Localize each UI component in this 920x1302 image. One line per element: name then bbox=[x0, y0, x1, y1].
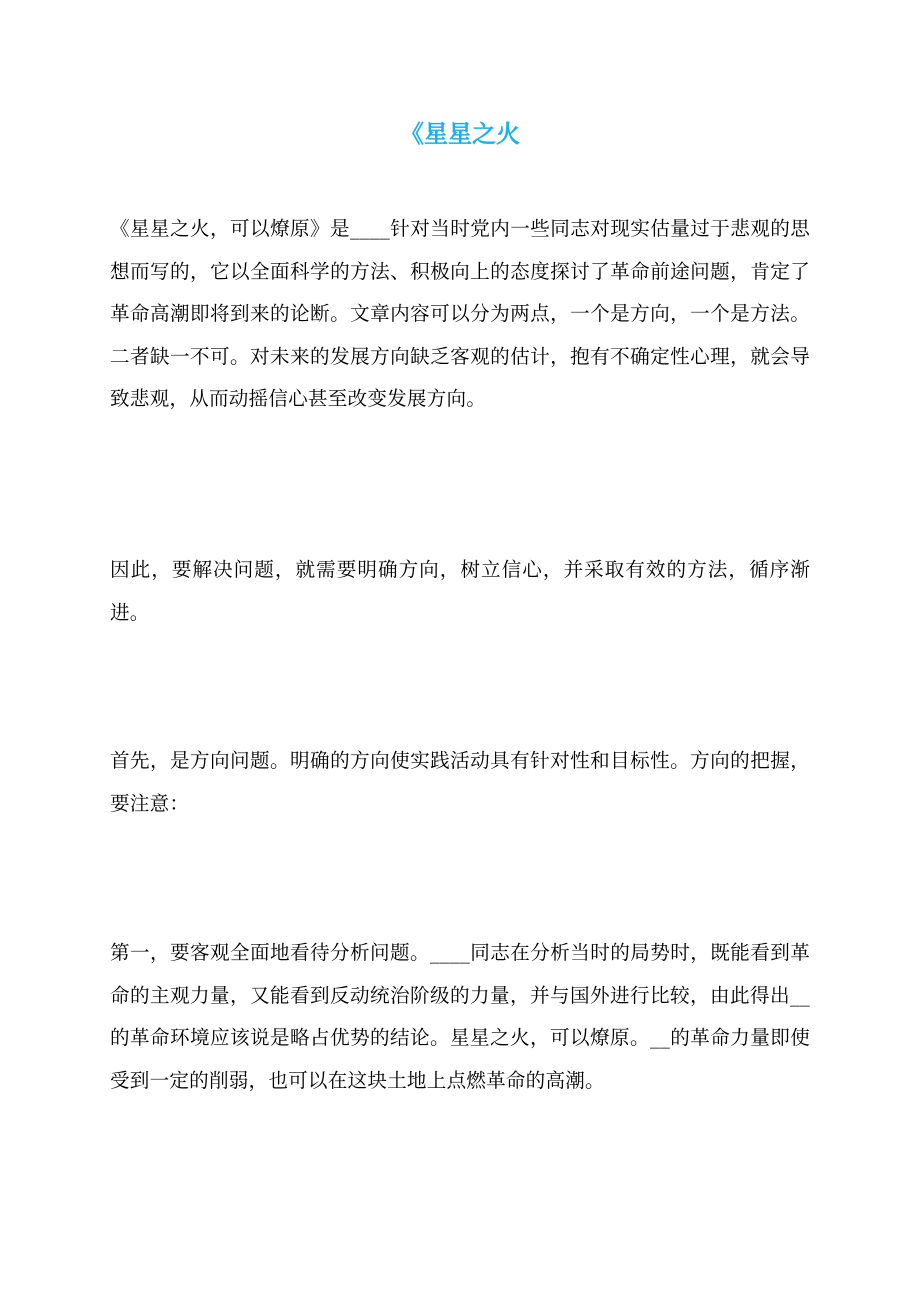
paragraph-therefore: 因此，要解决问题，就需要明确方向，树立信心，并采取有效的方法，循序渐进。 bbox=[110, 558, 810, 624]
paragraph-intro: 《星星之火，可以燎原》是____针对当时党内一些同志对现实估量过于悲观的思想而写的，它以全面科学的方法、积极向上的态度探讨了革命前途问题，肯定了革命高潮即将到来的论断。文章内容可以分为两点，一个是方向，一个是方法。二者缺一不可。对未来的发展方向缺乏客观的估计，抱有不确定性心理，就会导致悲观，从而动摇信心甚至改变发展方向。 bbox=[110, 217, 810, 410]
document-title: 《星星之火 bbox=[400, 120, 520, 148]
paragraph-direction: 首先，是方向问题。明确的方向使实践活动具有针对性和目标性。方向的把握，要注意： bbox=[110, 749, 810, 815]
paragraph-first-point: 第一，要客观全面地看待分析问题。____同志在分析当时的局势时，既能看到革命的主观力量，又能看到反动统治阶级的力量，并与国外进行比较，由此得出__的革命环境应该说是略占优势的结论。星星之火，可以燎原。__的革命力量即使受到一定的削弱，也可以在这块土地上点燃革命的高潮。 bbox=[110, 941, 810, 1092]
